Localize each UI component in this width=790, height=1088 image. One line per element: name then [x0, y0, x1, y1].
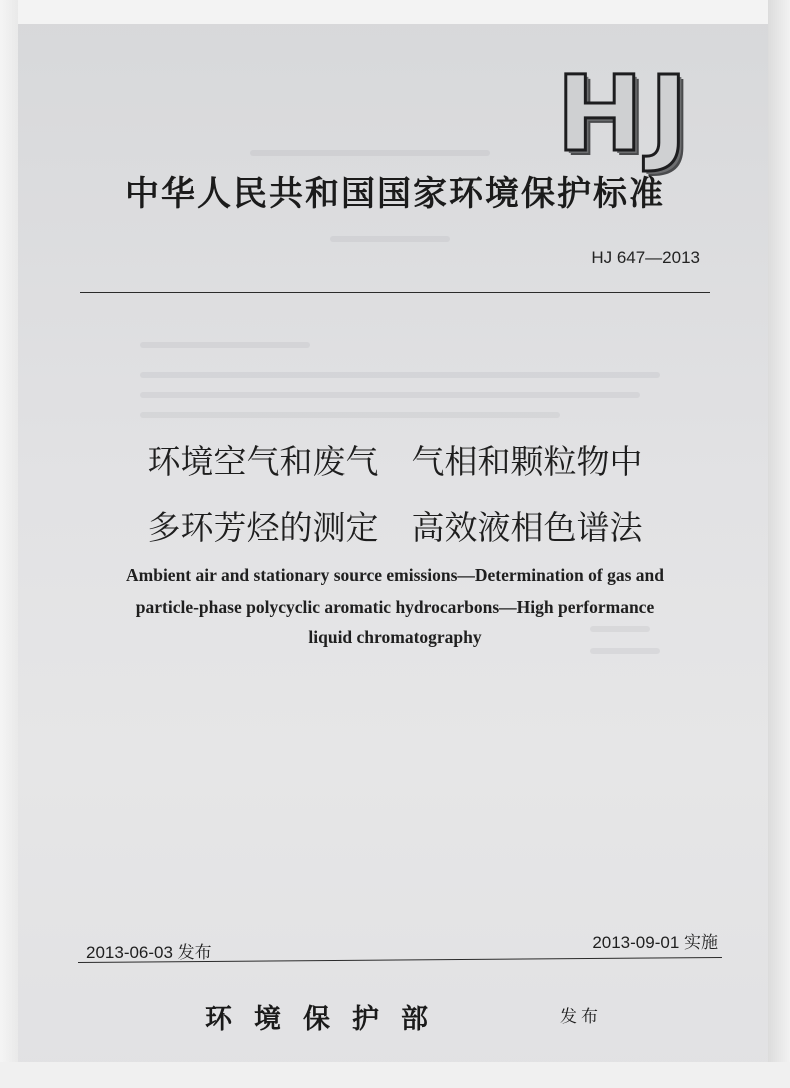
title-cn-line1: 环境空气和废气 气相和颗粒物中 — [147, 442, 643, 481]
title-cn-line2: 多环芳烃的测定 高效液相色谱法 — [147, 508, 643, 547]
show-through-mark — [140, 412, 560, 418]
page-edge-bottom — [0, 1062, 790, 1088]
show-through-mark — [250, 150, 490, 156]
page-edge-top — [0, 0, 790, 24]
show-through-mark — [330, 236, 450, 242]
publisher-suffix: 发布 — [560, 1007, 602, 1027]
show-through-mark — [140, 392, 640, 398]
show-through-mark — [140, 342, 310, 348]
title-en-line2: particle-phase polycyclic aromatic hydrocarbons—High performance — [135, 597, 655, 617]
publisher-name: 环境保护部 — [205, 1004, 450, 1035]
title-en-line3: liquid chromatography — [308, 627, 482, 647]
issue-date: 2013-06-03 发布 — [86, 943, 212, 962]
effective-date: 2013-09-01 实施 — [592, 933, 718, 952]
show-through-mark — [590, 648, 660, 654]
title-en-line1: Ambient air and stationary source emissions—Determination of gas and — [126, 565, 664, 585]
top-divider — [80, 292, 710, 293]
standard-number: HJ 647—2013 — [591, 248, 700, 267]
hj-logo: HJ — [556, 53, 694, 175]
show-through-mark — [140, 372, 660, 378]
org-title: 中华人民共和国国家环境保护标准 — [125, 174, 665, 214]
